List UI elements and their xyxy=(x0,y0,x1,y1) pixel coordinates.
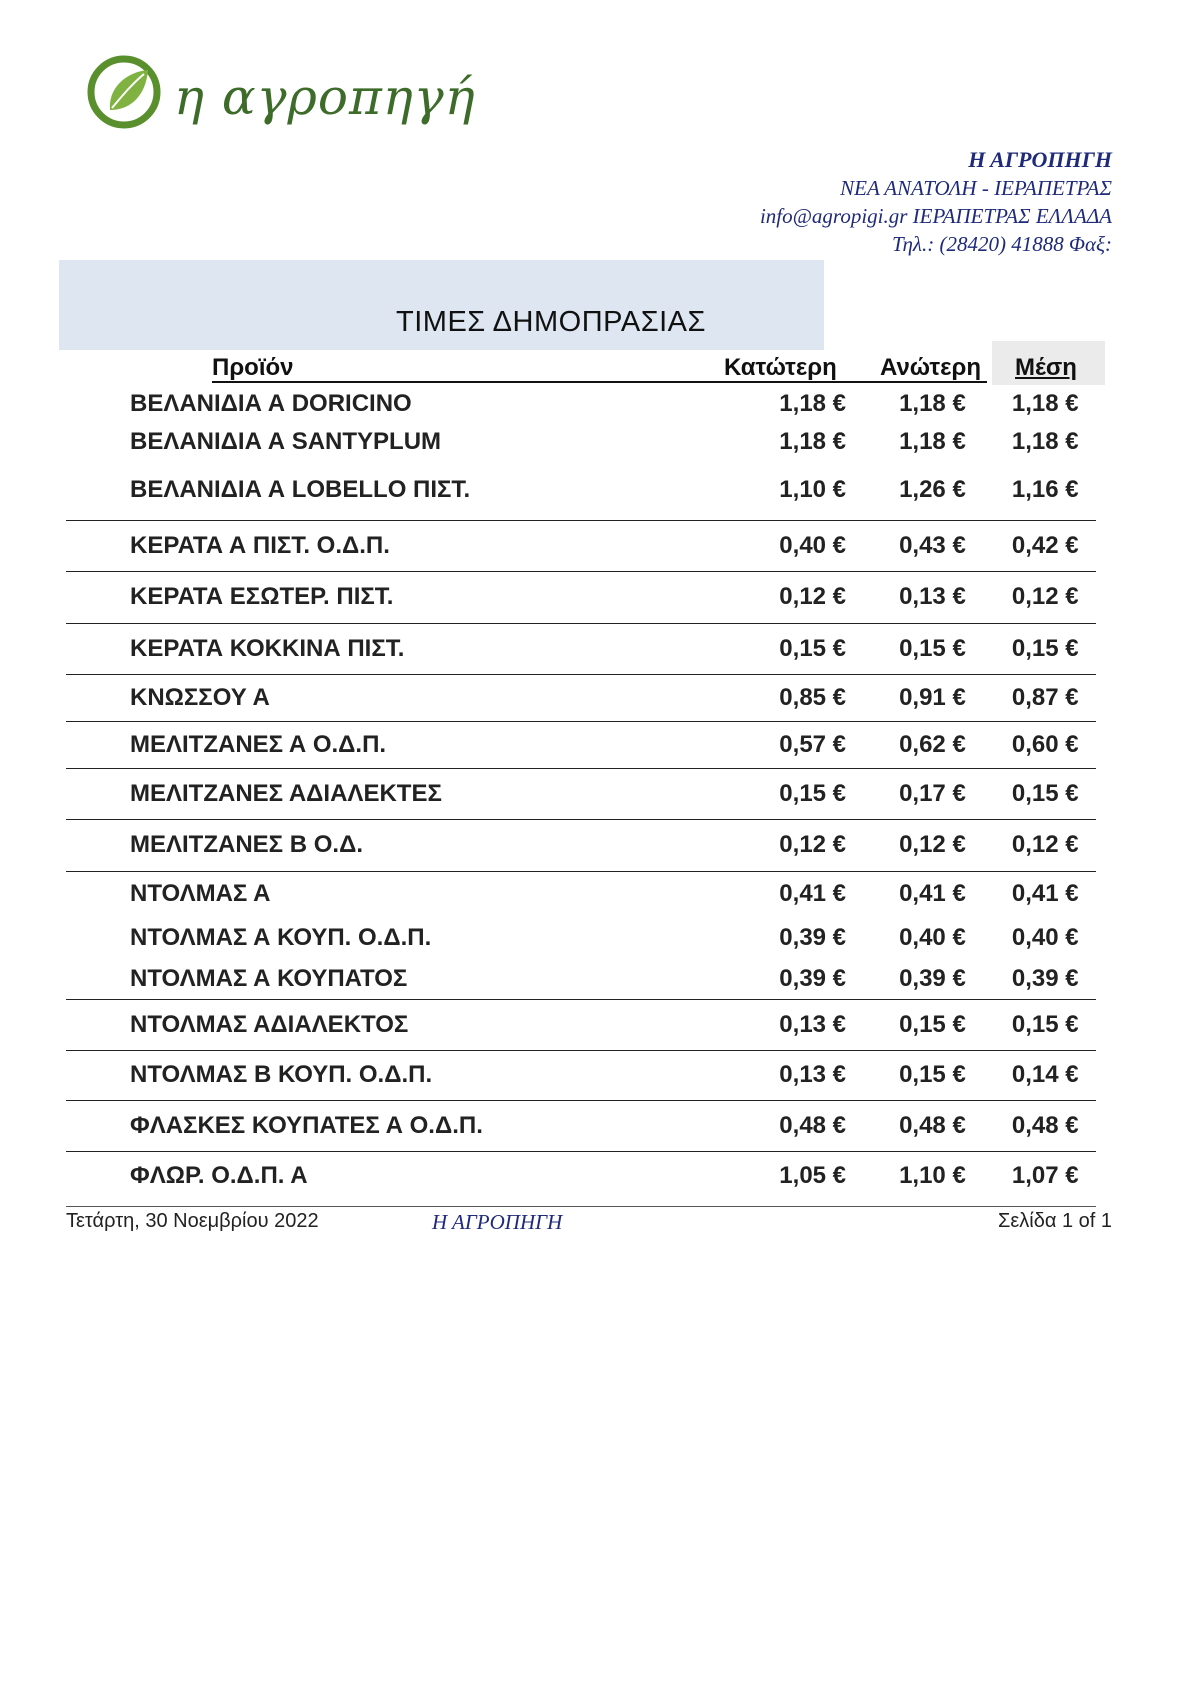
row-padding xyxy=(1079,674,1096,721)
high-price-cell: 0,48 € xyxy=(846,1100,966,1151)
row-padding xyxy=(1079,1050,1096,1100)
row-padding xyxy=(1079,423,1096,461)
footer-date: Τετάρτη, 30 Νοεμβρίου 2022 xyxy=(66,1210,319,1232)
row-padding xyxy=(1079,916,1096,960)
high-price-cell: 0,17 € xyxy=(846,768,966,819)
logo-text: η αγροπηγή xyxy=(174,68,476,126)
table-row xyxy=(66,871,1096,916)
row-padding xyxy=(1079,1100,1096,1151)
product-cell: ΝΤΟΛΜΑΣ Β ΚΟΥΠ. Ο.Δ.Π. xyxy=(66,1050,726,1100)
avg-price-cell: 0,14 € xyxy=(966,1050,1079,1100)
row-padding xyxy=(1079,721,1096,768)
low-price-cell: 0,39 € xyxy=(779,924,847,951)
avg-price-cell: 1,18 € xyxy=(1011,390,1079,417)
company-phone-line: Τηλ.: (28420) 41888 Φαξ: xyxy=(891,232,1112,256)
high-price-cell: 0,15 € xyxy=(846,999,966,1050)
row-padding xyxy=(1079,571,1096,623)
company-logo xyxy=(86,52,476,152)
table-row xyxy=(66,1050,1096,1100)
table-row xyxy=(66,721,1096,768)
price-table xyxy=(66,385,1096,1201)
high-price-cell: 1,18 € xyxy=(899,428,966,455)
product-cell: ΒΕΛΑΝΙΔΙΑ Α DORICINO xyxy=(130,390,412,417)
table-row xyxy=(66,916,1096,960)
avg-price-cell: 0,15 € xyxy=(966,623,1079,674)
high-price-cell: 1,26 € xyxy=(846,461,966,520)
product-cell: ΦΛΩΡ. Ο.Δ.Π. Α xyxy=(130,1162,308,1190)
product-cell: ΜΕΛΙΤΖΑΝΕΣ Β Ο.Δ. xyxy=(66,819,726,871)
low-price-cell: 0,12 € xyxy=(726,571,846,623)
column-header-high: Ανώτερη xyxy=(880,354,982,381)
low-price-cell: 0,12 € xyxy=(726,819,846,871)
high-price-cell: 0,15 € xyxy=(846,623,966,674)
footer-company: Η ΑΓΡΟΠΗΓΗ xyxy=(432,1210,563,1234)
row-padding xyxy=(1079,960,1096,999)
footer-page-number: Σελίδα 1 of 1 xyxy=(997,1210,1112,1232)
table-row xyxy=(66,461,1096,520)
footer-divider xyxy=(66,1206,1096,1207)
product-cell: ΚΕΡΑΤΑ ΚΟΚΚΙΝΑ ΠΙΣΤ. xyxy=(66,623,726,674)
product-cell: ΝΤΟΛΜΑΣ Α ΚΟΥΠΑΤΟΣ xyxy=(66,960,726,999)
avg-price-cell: 0,42 € xyxy=(966,520,1079,571)
table-row xyxy=(66,423,1096,461)
column-header-low: Κατώτερη xyxy=(724,354,837,381)
low-price-cell: 0,48 € xyxy=(726,1100,846,1151)
high-price-cell: 0,15 € xyxy=(846,1050,966,1100)
avg-price-cell: 0,12 € xyxy=(966,571,1079,623)
high-price-cell: 0,12 € xyxy=(846,819,966,871)
product-cell: ΦΛΑΣΚΕΣ ΚΟΥΠΑΤΕΣ Α Ο.Δ.Π. xyxy=(66,1100,726,1151)
high-price-cell: 0,39 € xyxy=(846,960,966,999)
high-price-cell: 0,91 € xyxy=(846,674,966,721)
column-header-product: Προϊόν xyxy=(212,354,294,381)
product-cell: ΝΤΟΛΜΑΣ ΑΔΙΑΛΕΚΤΟΣ xyxy=(66,999,726,1050)
row-padding xyxy=(1079,520,1096,571)
table-row xyxy=(66,1151,1096,1201)
low-price-cell: 0,39 € xyxy=(726,960,846,999)
row-padding xyxy=(1079,871,1096,916)
product-cell: ΒΕΛΑΝΙΔΙΑ Α SANTYPLUM xyxy=(130,428,442,455)
avg-price-cell: 0,41 € xyxy=(1011,879,1079,907)
avg-price-cell: 0,48 € xyxy=(966,1100,1079,1151)
low-price-cell: 1,05 € xyxy=(779,1162,847,1190)
product-cell: ΚΕΡΑΤΑ ΕΣΩΤΕΡ. ΠΙΣΤ. xyxy=(66,571,726,623)
company-address: ΝΕΑ ΑΝΑΤΟΛΗ - ΙΕΡΑΠΕΤΡΑΣ xyxy=(840,176,1112,200)
column-header-avg: Μέση xyxy=(1015,354,1077,381)
high-price-cell: 0,40 € xyxy=(899,924,966,951)
high-price-cell: 1,18 € xyxy=(899,390,966,417)
company-email-line: info@agropigi.gr ΙΕΡΑΠΕΤΡΑΣ ΕΛΛΑΔΑ xyxy=(759,204,1112,228)
low-price-cell: 0,15 € xyxy=(726,768,846,819)
product-cell: ΜΕΛΙΤΖΑΝΕΣ ΑΔΙΑΛΕΚΤΕΣ xyxy=(66,768,726,819)
avg-price-cell: 1,16 € xyxy=(966,461,1079,520)
table-row xyxy=(66,520,1096,571)
product-cell: ΝΤΟΛΜΑΣ Α ΚΟΥΠ. Ο.Δ.Π. xyxy=(130,924,432,951)
low-price-cell: 0,40 € xyxy=(726,520,846,571)
avg-price-cell: 1,07 € xyxy=(1011,1162,1079,1190)
row-padding xyxy=(1079,768,1096,819)
leaf-icon xyxy=(86,52,166,132)
low-price-cell: 0,13 € xyxy=(726,1050,846,1100)
avg-price-cell: 0,60 € xyxy=(966,721,1079,768)
row-padding xyxy=(1079,461,1096,520)
avg-price-cell: 1,18 € xyxy=(1011,428,1079,455)
company-name: Η ΑΓΡΟΠΗΓΗ xyxy=(968,147,1112,172)
avg-price-cell: 0,40 € xyxy=(1011,924,1079,951)
high-price-cell: 0,62 € xyxy=(846,721,966,768)
table-row xyxy=(66,999,1096,1050)
low-price-cell: 1,10 € xyxy=(726,461,846,520)
avg-price-cell: 0,39 € xyxy=(966,960,1079,999)
high-price-cell: 0,41 € xyxy=(899,879,966,907)
avg-price-cell: 0,15 € xyxy=(966,999,1079,1050)
avg-price-cell: 0,87 € xyxy=(966,674,1079,721)
low-price-cell: 0,15 € xyxy=(726,623,846,674)
table-row xyxy=(66,571,1096,623)
table-row xyxy=(66,1100,1096,1151)
low-price-cell: 0,85 € xyxy=(726,674,846,721)
row-padding xyxy=(1079,1151,1096,1201)
product-cell: ΜΕΛΙΤΖΑΝΕΣ Α Ο.Δ.Π. xyxy=(66,721,726,768)
row-padding xyxy=(1079,623,1096,674)
page-title: ΤΙΜΕΣ ΔΗΜΟΠΡΑΣΙΑΣ xyxy=(396,306,706,338)
low-price-cell: 0,57 € xyxy=(726,721,846,768)
header-underline xyxy=(212,381,987,383)
table-row xyxy=(66,674,1096,721)
table-row xyxy=(66,819,1096,871)
high-price-cell: 0,13 € xyxy=(846,571,966,623)
product-cell: ΚΝΩΣΣΟΥ Α xyxy=(66,674,726,721)
avg-price-cell: 0,15 € xyxy=(966,768,1079,819)
table-row xyxy=(66,385,1096,423)
low-price-cell: 0,41 € xyxy=(779,879,847,907)
table-row xyxy=(66,768,1096,819)
low-price-cell: 1,18 € xyxy=(779,390,847,417)
row-padding xyxy=(1079,999,1096,1050)
product-cell: ΒΕΛΑΝΙΔΙΑ Α LOBELLO ΠΙΣΤ. xyxy=(66,461,726,520)
row-padding xyxy=(1079,819,1096,871)
low-price-cell: 1,18 € xyxy=(779,428,847,455)
high-price-cell: 0,43 € xyxy=(846,520,966,571)
company-info xyxy=(760,146,1112,258)
high-price-cell: 1,10 € xyxy=(899,1162,966,1190)
table-row xyxy=(66,623,1096,674)
product-cell: ΚΕΡΑΤΑ Α ΠΙΣΤ. Ο.Δ.Π. xyxy=(66,520,726,571)
product-cell: ΝΤΟΛΜΑΣ Α xyxy=(130,879,271,907)
table-row xyxy=(66,960,1096,999)
row-padding xyxy=(1079,385,1096,423)
low-price-cell: 0,13 € xyxy=(726,999,846,1050)
avg-price-cell: 0,12 € xyxy=(966,819,1079,871)
